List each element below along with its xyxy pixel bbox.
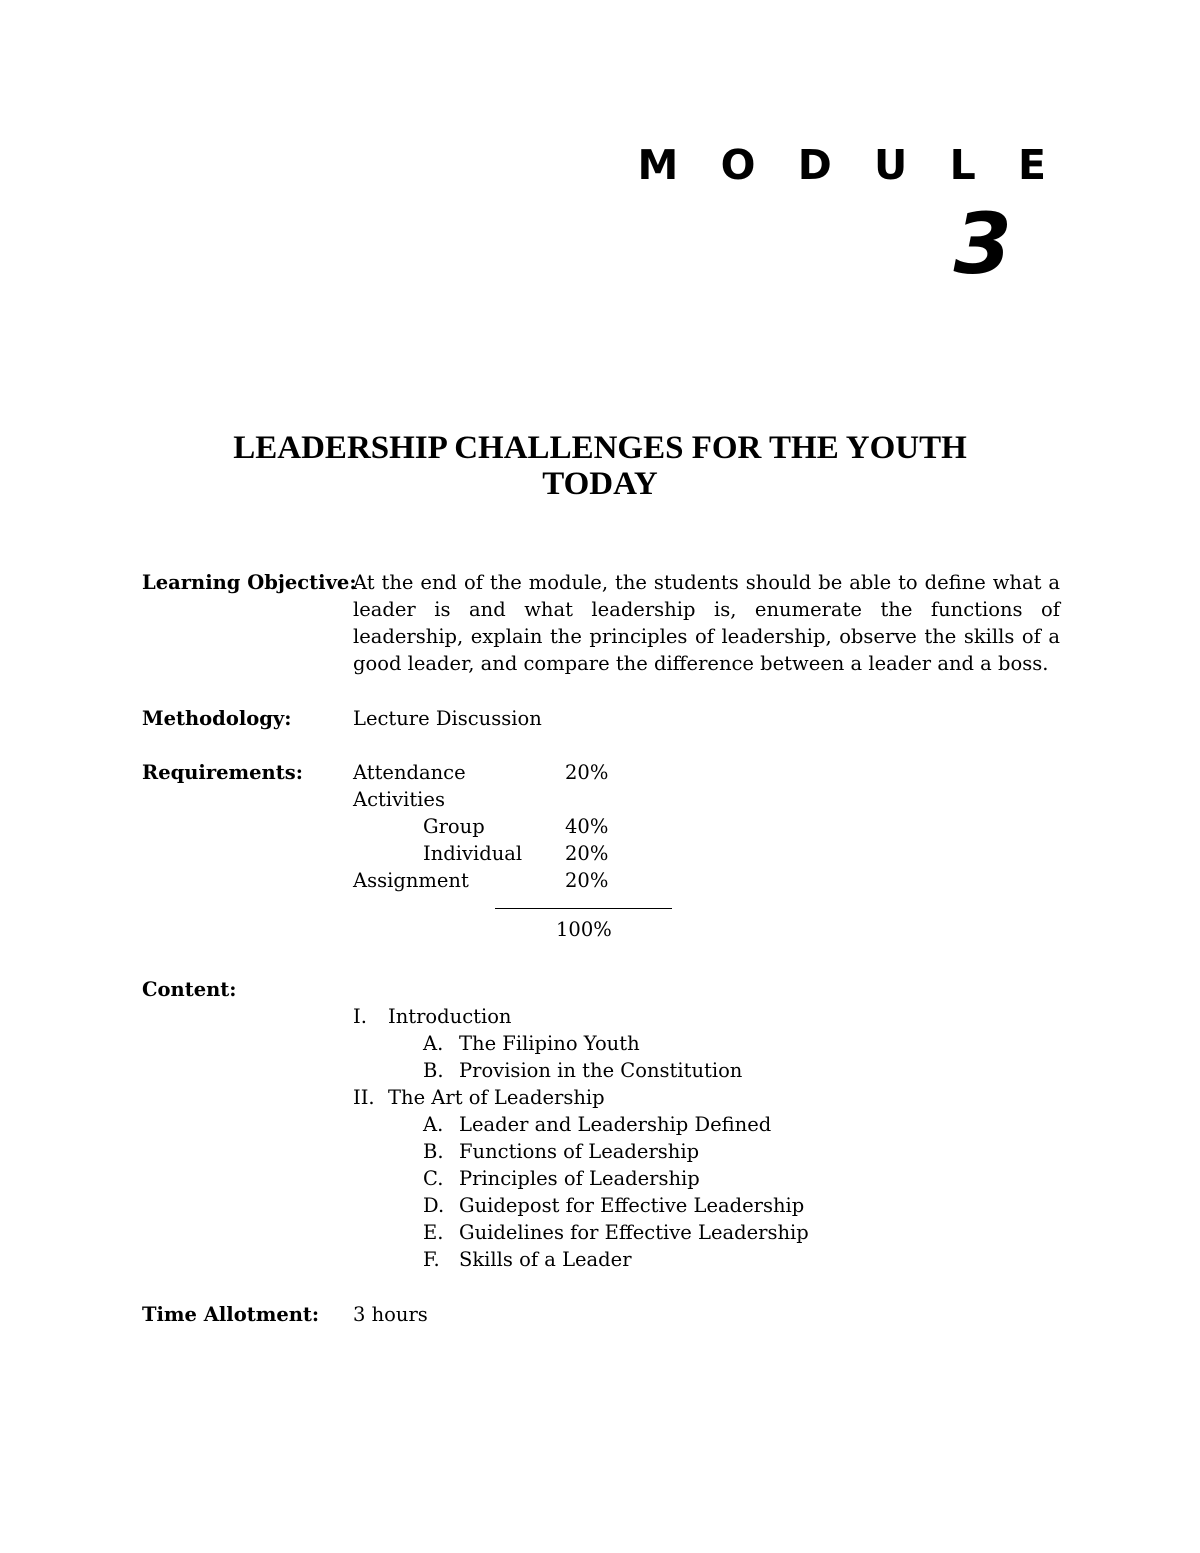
requirement-row	[353, 759, 1060, 786]
requirement-percent: 20%	[565, 761, 609, 784]
requirement-label: Activities	[353, 788, 445, 811]
outline-marker: I.	[353, 1005, 367, 1028]
outline-text: Guidepost for Effective Leadership	[459, 1194, 805, 1217]
outline-text: The Art of Leadership	[388, 1086, 605, 1109]
outline-marker: B.	[423, 1059, 444, 1082]
document-title	[0, 430, 1200, 502]
outline-marker: II.	[353, 1086, 375, 1109]
outline-item	[353, 1084, 1060, 1111]
outline-item	[353, 1111, 1060, 1138]
outline-item	[353, 1003, 1060, 1030]
requirement-percent: 40%	[565, 815, 609, 838]
outline-text: Provision in the Constitution	[459, 1059, 743, 1082]
outline-text: Introduction	[388, 1005, 512, 1028]
requirement-label: Individual	[423, 842, 523, 865]
outline-text: The Filipino Youth	[459, 1032, 640, 1055]
outline-marker: E.	[423, 1221, 444, 1244]
requirement-percent: 20%	[565, 842, 609, 865]
requirement-label: Attendance	[353, 761, 466, 784]
outline-marker: F.	[423, 1248, 440, 1271]
requirements-total-block	[353, 894, 1060, 948]
outline-marker: A.	[423, 1113, 444, 1136]
document-title-line-1: LEADERSHIP CHALLENGES FOR THE YOUTH	[233, 430, 967, 466]
learning-objective-text: At the end of the module, the students should be able to define what a leader is and what leadership is, enumerate the functions of leadership, explain the principles of leadership, observe the skills of a good leader, and compare the difference between a leader and a boss.	[353, 571, 1060, 675]
outline-marker: C.	[423, 1167, 444, 1190]
time-allotment-section	[142, 1301, 1060, 1328]
document-title-line-2: TODAY	[542, 466, 658, 502]
outline-marker: D.	[423, 1194, 445, 1217]
outline-marker: B.	[423, 1140, 444, 1163]
methodology-text: Lecture Discussion	[353, 707, 542, 730]
outline-text: Functions of Leadership	[459, 1140, 700, 1163]
time-allotment-text: 3 hours	[353, 1303, 428, 1326]
requirement-row	[353, 867, 1060, 894]
module-number: 3	[953, 195, 1012, 293]
outline-text: Skills of a Leader	[459, 1248, 632, 1271]
outline-marker: A.	[423, 1032, 444, 1055]
requirement-percent: 20%	[565, 869, 609, 892]
outline-text: Guidelines for Effective Leadership	[459, 1221, 809, 1244]
learning-objective-label: Learning Objective:	[142, 571, 357, 594]
learning-objective-section	[142, 569, 1060, 679]
module-label: M O D U L E	[637, 141, 1060, 189]
methodology-section	[142, 705, 1060, 732]
outline-item	[353, 1246, 1060, 1273]
outline-item	[353, 1030, 1060, 1057]
requirements-total: 100%	[556, 918, 612, 941]
methodology-label: Methodology:	[142, 707, 292, 730]
outline-item	[353, 1165, 1060, 1192]
outline-item	[353, 1192, 1060, 1219]
outline-item	[353, 1219, 1060, 1246]
time-allotment-label: Time Allotment:	[142, 1303, 320, 1326]
requirement-row	[353, 840, 1060, 867]
requirement-row	[353, 813, 1060, 840]
content-label: Content:	[142, 978, 237, 1001]
requirement-row	[353, 786, 1060, 813]
content-section	[142, 976, 1060, 1276]
outline-text: Principles of Leadership	[459, 1167, 700, 1190]
outline-item	[353, 1138, 1060, 1165]
requirement-label: Assignment	[353, 869, 469, 892]
outline-item	[353, 1057, 1060, 1084]
requirements-section	[142, 759, 1060, 959]
requirement-label: Group	[423, 815, 485, 838]
requirements-label: Requirements:	[142, 761, 303, 784]
total-divider	[495, 908, 672, 909]
content-outline	[353, 1003, 1060, 1273]
requirements-table	[353, 759, 1060, 948]
outline-text: Leader and Leadership Defined	[459, 1113, 772, 1136]
